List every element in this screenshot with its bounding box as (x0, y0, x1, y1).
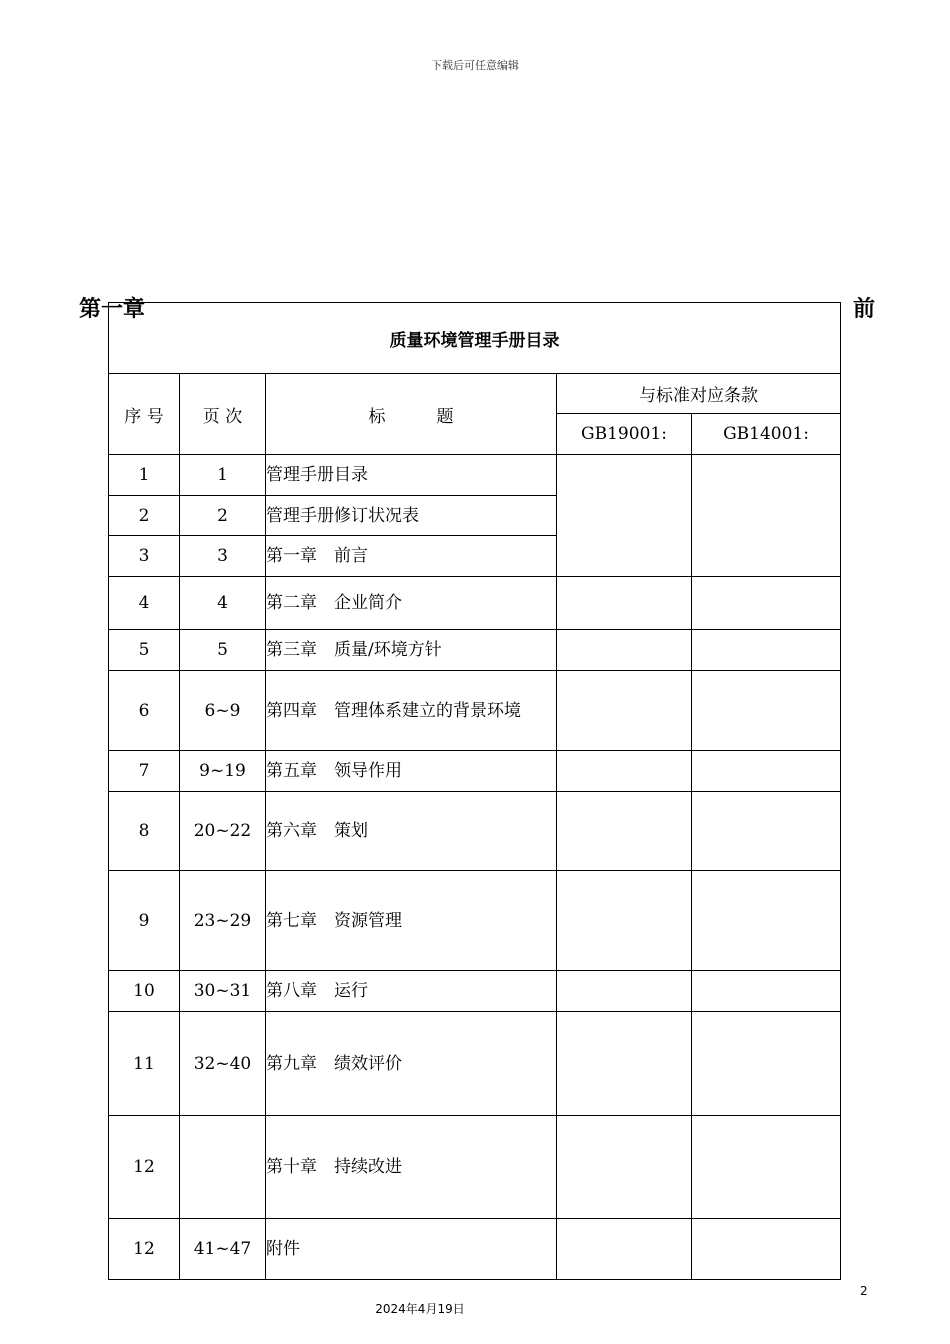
table-row (109, 577, 841, 630)
row-std2-cell (692, 455, 841, 577)
row-page: 1 (180, 455, 266, 496)
row-title: 管理手册目录 (266, 455, 557, 496)
table-row (109, 871, 841, 971)
row-page: 4 (180, 577, 266, 630)
row-title: 第七章 资源管理 (266, 871, 557, 971)
table-row (109, 1012, 841, 1116)
row-std1-cell (557, 577, 692, 630)
row-std2-cell (692, 630, 841, 671)
row-std2-cell (692, 751, 841, 792)
header-std1: GB19001: (557, 414, 692, 455)
row-std2-cell (692, 671, 841, 751)
row-seq: 11 (109, 1012, 180, 1116)
row-std2-cell (692, 1219, 841, 1280)
row-seq: 7 (109, 751, 180, 792)
table-row (109, 1116, 841, 1219)
row-title: 第三章 质量/环境方针 (266, 630, 557, 671)
header-note: 下载后可任意编辑 (431, 59, 519, 72)
row-title: 管理手册修订状况表 (266, 496, 557, 536)
row-page: 32~40 (180, 1012, 266, 1116)
row-std2-cell (692, 792, 841, 871)
table-row (109, 792, 841, 871)
row-std1-cell (557, 1116, 692, 1219)
row-page: 2 (180, 496, 266, 536)
row-std1-cell (557, 751, 692, 792)
row-seq: 5 (109, 630, 180, 671)
table-row (109, 751, 841, 792)
row-page: 20~22 (180, 792, 266, 871)
row-seq: 10 (109, 971, 180, 1012)
row-seq: 3 (109, 536, 180, 577)
footer-date: 2024年4月19日 (375, 1302, 465, 1316)
header-std2: GB14001: (692, 414, 841, 455)
row-title: 第一章 前言 (266, 536, 557, 577)
row-std1-cell (557, 671, 692, 751)
row-std1-cell (557, 630, 692, 671)
header-std-group: 与标准对应条款 (557, 374, 841, 414)
row-title: 第十章 持续改进 (266, 1116, 557, 1219)
row-std2-cell (692, 871, 841, 971)
row-seq: 4 (109, 577, 180, 630)
row-std2-cell (692, 1012, 841, 1116)
row-title: 第九章 绩效评价 (266, 1012, 557, 1116)
table-row (109, 971, 841, 1012)
row-std2-cell (692, 971, 841, 1012)
row-title: 第六章 策划 (266, 792, 557, 871)
chapter-heading-left: 第一章 (79, 297, 146, 322)
row-title: 第二章 企业简介 (266, 577, 557, 630)
row-seq: 1 (109, 455, 180, 496)
table-row (109, 1219, 841, 1280)
chapter-heading-right: 前 (853, 297, 876, 322)
row-title: 附件 (266, 1219, 557, 1280)
table-row (109, 630, 841, 671)
row-page: 3 (180, 536, 266, 577)
row-seq: 6 (109, 671, 180, 751)
row-std2-cell (692, 1116, 841, 1219)
toc-table (108, 302, 841, 1280)
row-std1-cell (557, 1012, 692, 1116)
row-page: 9~19 (180, 751, 266, 792)
row-seq: 9 (109, 871, 180, 971)
row-seq: 12 (109, 1219, 180, 1280)
row-seq: 12 (109, 1116, 180, 1219)
page-number: 2 (860, 1284, 868, 1298)
row-seq: 8 (109, 792, 180, 871)
header-page: 页 次 (180, 374, 266, 455)
row-page: 5 (180, 630, 266, 671)
table-row (109, 455, 841, 496)
header-seq: 序 号 (109, 374, 180, 455)
table-row (109, 671, 841, 751)
row-title: 第五章 领导作用 (266, 751, 557, 792)
row-seq: 2 (109, 496, 180, 536)
row-page (180, 1116, 266, 1219)
row-page: 41~47 (180, 1219, 266, 1280)
row-title: 第八章 运行 (266, 971, 557, 1012)
table-title: 质量环境管理手册目录 (109, 303, 841, 374)
row-page: 6~9 (180, 671, 266, 751)
row-page: 23~29 (180, 871, 266, 971)
row-std1-cell (557, 971, 692, 1012)
row-std1-cell (557, 792, 692, 871)
row-title: 第四章 管理体系建立的背景环境 (266, 671, 557, 751)
row-std1-cell (557, 455, 692, 577)
row-std1-cell (557, 871, 692, 971)
row-std2-cell (692, 577, 841, 630)
row-std1-cell (557, 1219, 692, 1280)
header-title: 标 题 (266, 374, 557, 455)
row-page: 30~31 (180, 971, 266, 1012)
